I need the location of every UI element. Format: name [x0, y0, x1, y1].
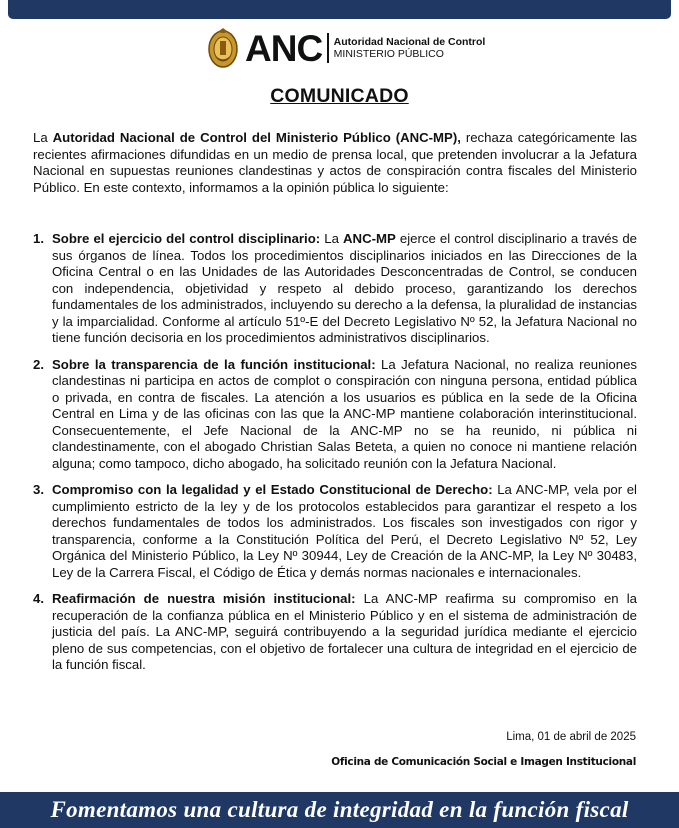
intro-text: rechaza categóricamente las recientes afirmaciones difundidas en un medio de prensa local, que pretenden involucrar a la Jefatura Nacional en supuestas reuniones clandestinas y actos de conspiración contra fiscales del Ministerio Público. En este contexto, informamos a la opinión pública lo siguiente:: [33, 130, 637, 195]
org-line-2: MINISTERIO PÚBLICO: [333, 48, 444, 60]
list-item: [33, 482, 637, 581]
org-line-1: Autoridad Nacional de Control: [333, 36, 486, 48]
intro-org-name: Autoridad Nacional de Control del Ministerio Público (ANC-MP),: [52, 130, 461, 145]
page-title: COMUNICADO: [270, 85, 409, 107]
item-text: La ANC-MP, vela por el cumplimiento estricto de la ley y de los protocolos establecidos para garantizar el respeto a los derechos fundamentales de todos los administrados. Los fiscales son investigados con rigor y transparencia, conforme a la Constitución Política del Perú, el Decreto Legislativo Nº 52, Ley Orgánica del Ministerio Público, la Ley Nº 30944, Ley de Creación de la ANC-MP, la Ley Nº 30483, Ley de la Carrera Fiscal, el Código de Ética y demás normas nacionales e internacionales.: [52, 482, 637, 580]
item-number: 2.: [33, 356, 44, 372]
footer-slogan: Fomentamos una cultura de integridad en la función fiscal: [50, 797, 629, 822]
emblem-icon: [207, 27, 239, 69]
item-number: 4.: [33, 591, 44, 606]
item-heading: Sobre la transparencia de la función institucional:: [52, 356, 376, 372]
item-text: ejerce el control disciplinario a través de sus órganos de línea. Todos los procedimientos disciplinarios iniciados en las Direcciones de la Oficina Central o en las Unidades de las Autoridades Desconcentradas de Control, se conducen con independencia, objetividad y respeto al debido proceso, garantizando los derechos fundamentales de los administrados, incluyendo su derecho a la defensa, la pluralidad de instancias y la imparcialidad. Conforme al artículo 51º-E del Decreto Legislativo Nº 52, la Jefatura Nacional no tiene función decisoria en los procedimientos administrativos disciplinarios.: [52, 231, 638, 345]
item-text: La ANC-MP reafirma su compromiso en la recuperación de la confianza pública en el Ministerio Público y en el sistema de administración de justicia del país. La ANC-MP, seguirá contribuyendo a la seguridad jurídica mediante el ejercicio pleno de sus competencias, con el objetivo de fortalecer una cultura de integridad en el ejercicio de la función fiscal.: [52, 591, 637, 672]
list-item: [33, 231, 637, 347]
top-banner: [8, 0, 671, 19]
logo-org-name: [334, 36, 486, 60]
item-heading: Sobre el ejercicio del control disciplinario:: [52, 231, 321, 246]
item-bold-inline: ANC-MP: [343, 231, 396, 246]
item-number: 1.: [33, 231, 44, 246]
item-heading: Compromiso con la legalidad y el Estado Constitucional de Derecho:: [52, 482, 493, 497]
logo: [207, 26, 485, 70]
signature-office: Oficina de Comunicación Social e Imagen Institucional: [331, 756, 636, 768]
item-number: 3.: [33, 482, 44, 497]
list-item: [33, 591, 637, 674]
footer-banner: [0, 792, 679, 828]
intro-paragraph: [33, 130, 637, 196]
item-pre: La: [320, 231, 344, 246]
item-heading: Reafirmación de nuestra misión institucional:: [52, 591, 356, 606]
list-item: [33, 357, 637, 473]
date-line: Lima, 01 de abril de 2025: [506, 731, 636, 743]
points-list: [33, 231, 637, 684]
logo-abbreviation: ANC: [245, 27, 323, 69]
item-text: La Jefatura Nacional, no realiza reuniones clandestinas ni participa en actos de complot o conspiración con ninguna persona, entidad pública o privada, en contra de fiscales. La atención a los usuarios es pública en la sede de la Oficina Central en Lima y de las oficinas con las que la ANC-MP mantiene colaboración interinstitucional. Consecuentemente, el Jefe Nacional de la ANC-MP no se ha reunido, ni pública ni clandestinamente, con el abogado Christian Salas Beteta, a quien no conoce ni mantiene relación alguna; como tampoco, dicho abogado, ha solicitado reunión con la Jefatura Nacional.: [52, 356, 637, 471]
intro-prefix: La: [33, 130, 53, 145]
logo-divider: [327, 33, 329, 63]
